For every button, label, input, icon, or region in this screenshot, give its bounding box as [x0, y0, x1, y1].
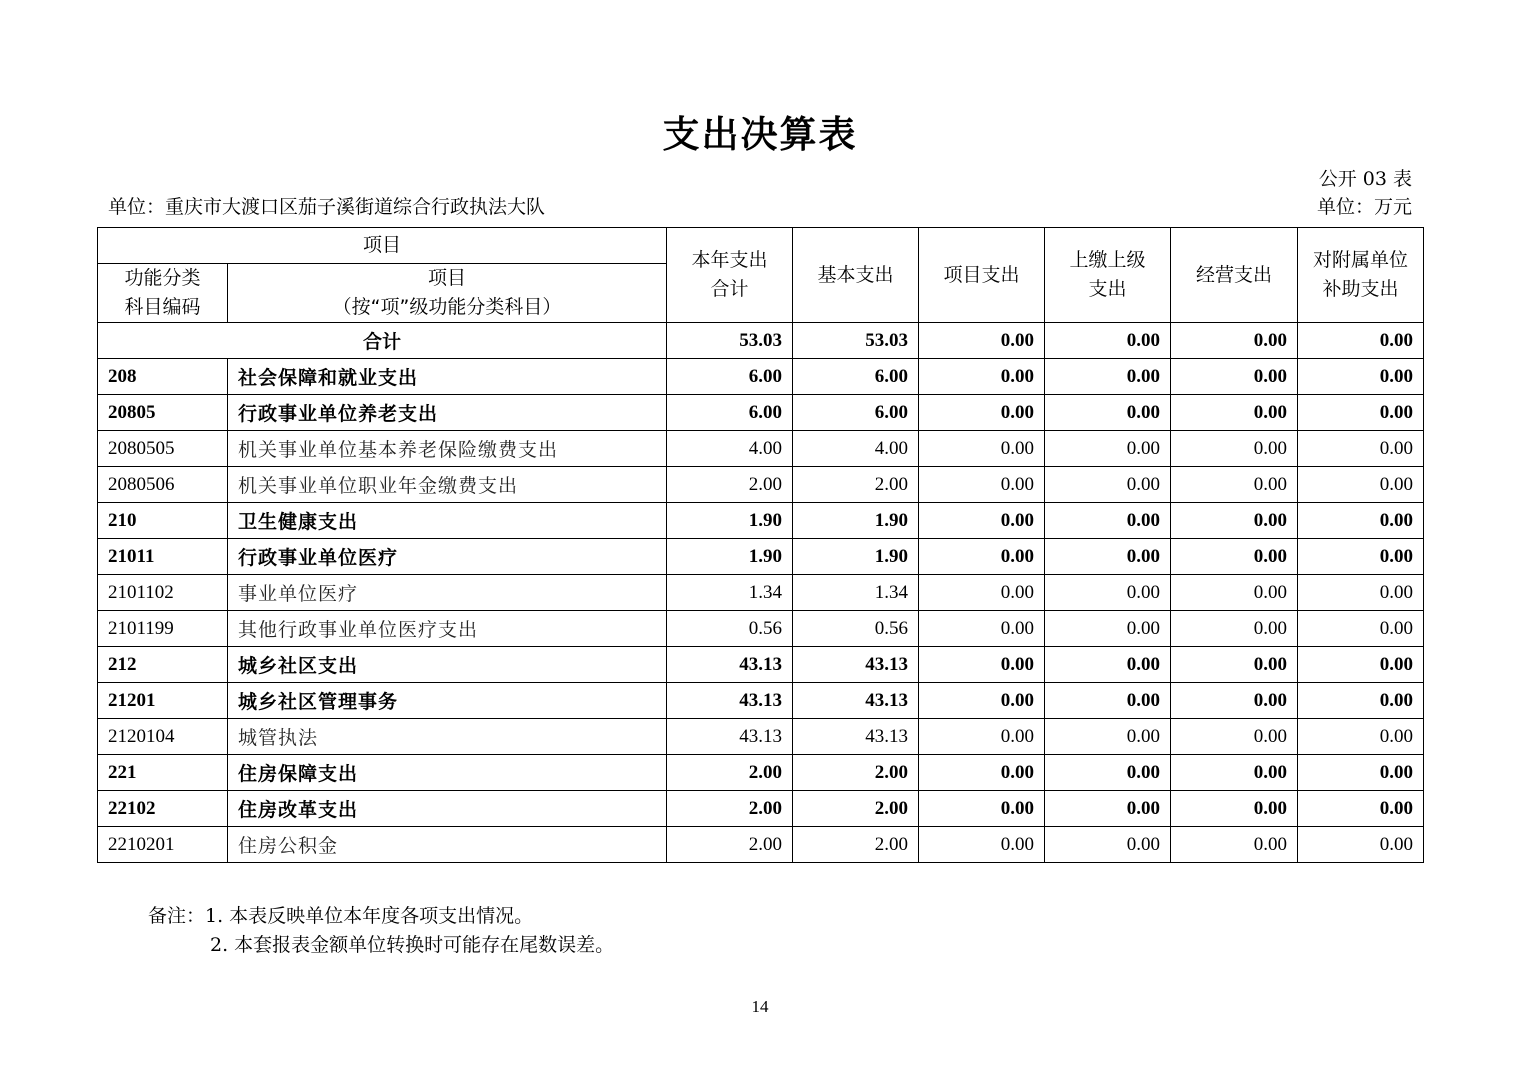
header-upper-line2: 支出 — [1088, 278, 1127, 300]
row-upper-value: 0.00 — [1045, 431, 1171, 467]
row-name: 机关事业单位职业年金缴费支出 — [228, 467, 667, 503]
row-name: 城管执法 — [228, 719, 667, 755]
row-code: 21011 — [98, 539, 228, 575]
header-total-line1: 本年支出 — [691, 249, 768, 271]
row-project-value: 0.00 — [919, 539, 1045, 575]
note-line-1: 备注：1. 本表反映单位本年度各项支出情况。 — [148, 905, 534, 927]
row-code: 2080506 — [98, 467, 228, 503]
row-subsidy-value: 0.00 — [1298, 431, 1424, 467]
row-upper-value: 0.00 — [1045, 395, 1171, 431]
row-operation-value: 0.00 — [1171, 359, 1298, 395]
total-value: 53.03 — [667, 323, 793, 359]
row-project-value: 0.00 — [919, 683, 1045, 719]
row-project-value: 0.00 — [919, 395, 1045, 431]
row-operation-value: 0.00 — [1171, 611, 1298, 647]
row-operation-value: 0.00 — [1171, 467, 1298, 503]
total-subsidy: 0.00 — [1298, 323, 1424, 359]
row-basic-value: 43.13 — [793, 647, 919, 683]
row-upper-value: 0.00 — [1045, 791, 1171, 827]
row-basic-value: 6.00 — [793, 359, 919, 395]
table-row — [98, 395, 1424, 431]
row-project-value: 0.00 — [919, 755, 1045, 791]
table-row — [98, 539, 1424, 575]
row-code: 21201 — [98, 683, 228, 719]
row-code: 2120104 — [98, 719, 228, 755]
row-basic-value: 2.00 — [793, 467, 919, 503]
total-basic: 53.03 — [793, 323, 919, 359]
table-row — [98, 431, 1424, 467]
row-total-value: 43.13 — [667, 719, 793, 755]
row-basic-value: 0.56 — [793, 611, 919, 647]
row-operation-value: 0.00 — [1171, 827, 1298, 863]
row-total-value: 6.00 — [667, 395, 793, 431]
row-code: 221 — [98, 755, 228, 791]
row-subsidy-value: 0.00 — [1298, 395, 1424, 431]
row-basic-value: 4.00 — [793, 431, 919, 467]
row-subsidy-value: 0.00 — [1298, 683, 1424, 719]
row-code: 2080505 — [98, 431, 228, 467]
row-subsidy-value: 0.00 — [1298, 611, 1424, 647]
row-upper-value: 0.00 — [1045, 575, 1171, 611]
header-name-line2: （按“项”级功能分类科目） — [332, 296, 562, 318]
header-code-line1: 功能分类 — [124, 267, 201, 289]
table-row — [98, 791, 1424, 827]
notes — [148, 902, 614, 960]
row-total-value: 43.13 — [667, 647, 793, 683]
row-name: 城乡社区支出 — [228, 647, 667, 683]
row-operation-value: 0.00 — [1171, 719, 1298, 755]
row-code: 210 — [98, 503, 228, 539]
row-total-value: 1.34 — [667, 575, 793, 611]
row-project-value: 0.00 — [919, 503, 1045, 539]
row-total-value: 1.90 — [667, 503, 793, 539]
row-upper-value: 0.00 — [1045, 647, 1171, 683]
row-upper-value: 0.00 — [1045, 683, 1171, 719]
row-basic-value: 1.34 — [793, 575, 919, 611]
row-project-value: 0.00 — [919, 827, 1045, 863]
table-row — [98, 575, 1424, 611]
row-subsidy-value: 0.00 — [1298, 791, 1424, 827]
row-upper-value: 0.00 — [1045, 503, 1171, 539]
row-basic-value: 2.00 — [793, 827, 919, 863]
row-operation-value: 0.00 — [1171, 755, 1298, 791]
row-upper-value: 0.00 — [1045, 719, 1171, 755]
row-project-value: 0.00 — [919, 467, 1045, 503]
row-code: 2210201 — [98, 827, 228, 863]
row-upper-value: 0.00 — [1045, 359, 1171, 395]
row-basic-value: 2.00 — [793, 755, 919, 791]
row-operation-value: 0.00 — [1171, 503, 1298, 539]
row-total-value: 6.00 — [667, 359, 793, 395]
total-operation: 0.00 — [1171, 323, 1298, 359]
row-upper-value: 0.00 — [1045, 467, 1171, 503]
row-basic-value: 1.90 — [793, 539, 919, 575]
row-subsidy-value: 0.00 — [1298, 539, 1424, 575]
row-total-value: 43.13 — [667, 683, 793, 719]
row-subsidy-value: 0.00 — [1298, 647, 1424, 683]
row-subsidy-value: 0.00 — [1298, 755, 1424, 791]
header-subsidy-line1: 对附属单位 — [1313, 249, 1409, 271]
row-name: 住房公积金 — [228, 827, 667, 863]
row-name: 卫生健康支出 — [228, 503, 667, 539]
header-name-line1: 项目 — [428, 267, 467, 289]
header-subsidy-line2: 补助支出 — [1322, 278, 1399, 300]
row-upper-value: 0.00 — [1045, 827, 1171, 863]
row-project-value: 0.00 — [919, 647, 1045, 683]
row-operation-value: 0.00 — [1171, 791, 1298, 827]
row-operation-value: 0.00 — [1171, 647, 1298, 683]
row-upper-value: 0.00 — [1045, 611, 1171, 647]
row-code: 22102 — [98, 791, 228, 827]
row-subsidy-value: 0.00 — [1298, 467, 1424, 503]
row-project-value: 0.00 — [919, 791, 1045, 827]
row-code: 2101199 — [98, 611, 228, 647]
row-subsidy-value: 0.00 — [1298, 827, 1424, 863]
row-basic-value: 2.00 — [793, 791, 919, 827]
header-code-line2: 科目编码 — [124, 296, 201, 318]
row-operation-value: 0.00 — [1171, 539, 1298, 575]
page-title: 支出决算表 — [662, 113, 858, 156]
row-project-value: 0.00 — [919, 431, 1045, 467]
row-code: 208 — [98, 359, 228, 395]
header-total — [667, 228, 793, 323]
header-operation: 经营支出 — [1171, 228, 1298, 323]
row-subsidy-value: 0.00 — [1298, 503, 1424, 539]
header-upper-line1: 上缴上级 — [1069, 249, 1146, 271]
row-operation-value: 0.00 — [1171, 683, 1298, 719]
row-basic-value: 43.13 — [793, 719, 919, 755]
table-row — [98, 467, 1424, 503]
row-subsidy-value: 0.00 — [1298, 575, 1424, 611]
total-upper: 0.00 — [1045, 323, 1171, 359]
reporting-unit: 单位：重庆市大渡口区茄子溪街道综合行政执法大队 — [108, 196, 546, 218]
row-project-value: 0.00 — [919, 575, 1045, 611]
row-total-value: 2.00 — [667, 467, 793, 503]
page-number: 14 — [751, 997, 769, 1016]
total-label: 合计 — [98, 323, 667, 359]
row-name: 城乡社区管理事务 — [228, 683, 667, 719]
row-subsidy-value: 0.00 — [1298, 359, 1424, 395]
row-name: 其他行政事业单位医疗支出 — [228, 611, 667, 647]
header-project: 项目 — [98, 228, 667, 264]
row-subsidy-value: 0.00 — [1298, 719, 1424, 755]
row-operation-value: 0.00 — [1171, 395, 1298, 431]
table-row — [98, 503, 1424, 539]
row-name: 住房改革支出 — [228, 791, 667, 827]
header-project-expense: 项目支出 — [919, 228, 1045, 323]
table-row — [98, 611, 1424, 647]
table-row — [98, 683, 1424, 719]
header-basic: 基本支出 — [793, 228, 919, 323]
row-name: 机关事业单位基本养老保险缴费支出 — [228, 431, 667, 467]
header-total-line2: 合计 — [710, 278, 749, 300]
row-project-value: 0.00 — [919, 359, 1045, 395]
table-row — [98, 359, 1424, 395]
row-code: 212 — [98, 647, 228, 683]
row-basic-value: 1.90 — [793, 503, 919, 539]
row-operation-value: 0.00 — [1171, 575, 1298, 611]
note-line-2: 2. 本套报表金额单位转换时可能存在尾数误差。 — [210, 934, 615, 956]
row-total-value: 0.56 — [667, 611, 793, 647]
table-row — [98, 719, 1424, 755]
table-row — [98, 647, 1424, 683]
row-name: 社会保障和就业支出 — [228, 359, 667, 395]
row-basic-value: 6.00 — [793, 395, 919, 431]
header-code — [98, 264, 228, 323]
row-total-value: 2.00 — [667, 791, 793, 827]
expenditure-table — [97, 227, 1424, 863]
header-name — [228, 264, 667, 323]
row-name: 行政事业单位养老支出 — [228, 395, 667, 431]
row-project-value: 0.00 — [919, 611, 1045, 647]
row-upper-value: 0.00 — [1045, 755, 1171, 791]
row-code: 20805 — [98, 395, 228, 431]
table-row — [98, 827, 1424, 863]
row-name: 行政事业单位医疗 — [228, 539, 667, 575]
total-project: 0.00 — [919, 323, 1045, 359]
row-upper-value: 0.00 — [1045, 539, 1171, 575]
row-total-value: 2.00 — [667, 755, 793, 791]
row-basic-value: 43.13 — [793, 683, 919, 719]
currency-unit: 单位：万元 — [1316, 196, 1412, 218]
total-row — [98, 323, 1424, 359]
row-name: 事业单位医疗 — [228, 575, 667, 611]
row-name: 住房保障支出 — [228, 755, 667, 791]
row-operation-value: 0.00 — [1171, 431, 1298, 467]
row-code: 2101102 — [98, 575, 228, 611]
table-row — [98, 755, 1424, 791]
header-subsidy — [1298, 228, 1424, 323]
row-total-value: 4.00 — [667, 431, 793, 467]
row-total-value: 1.90 — [667, 539, 793, 575]
header-upper — [1045, 228, 1171, 323]
row-total-value: 2.00 — [667, 827, 793, 863]
row-project-value: 0.00 — [919, 719, 1045, 755]
form-number: 公开 03 表 — [1318, 168, 1412, 190]
